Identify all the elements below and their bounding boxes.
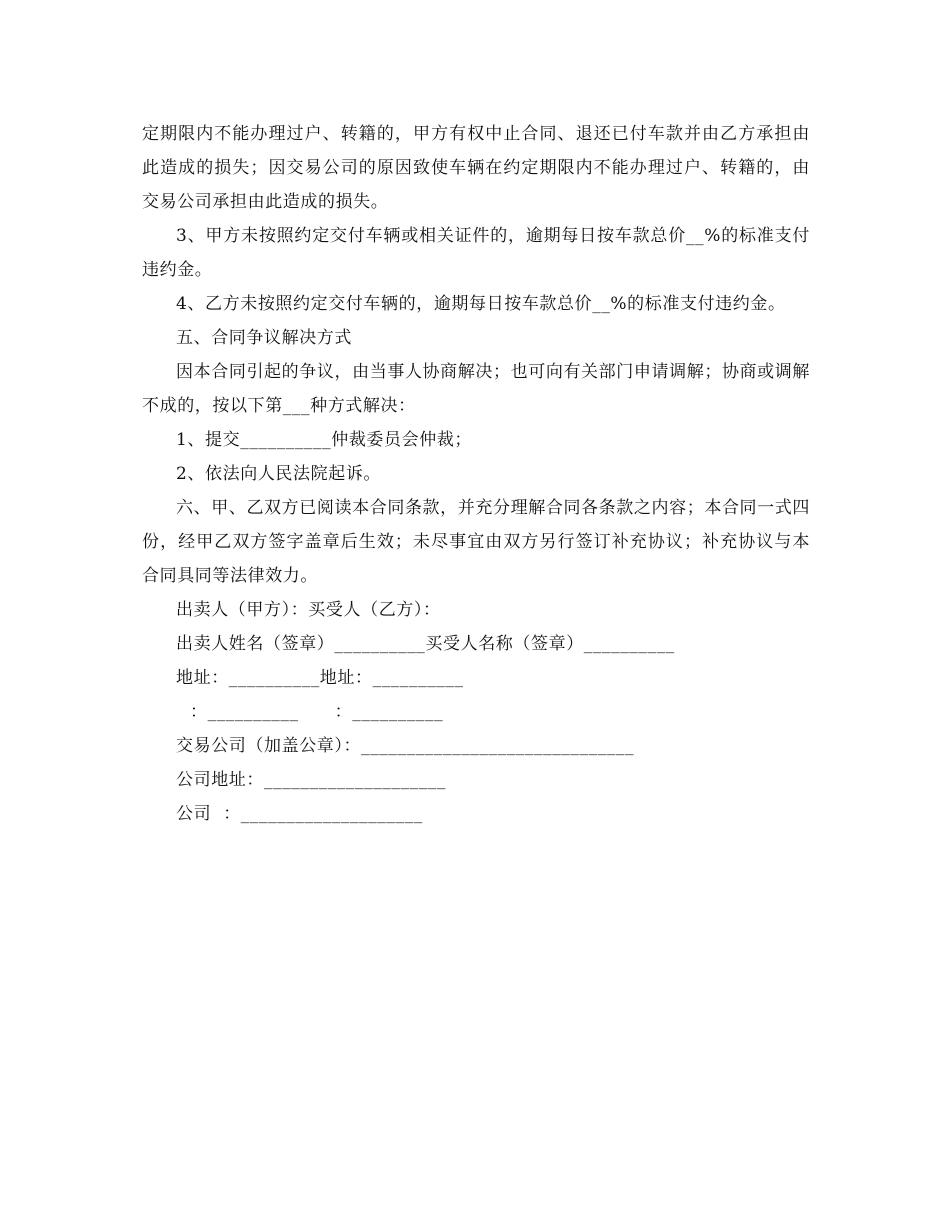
section-heading-dispute: 五、合同争议解决方式 [176, 328, 352, 348]
paragraph-option-arbitration: 1、提交__________仲裁委员会仲裁； [176, 430, 473, 450]
paragraph-clause-3: 3、甲方未按照约定交付车辆或相关证件的，逾期每日按车款总价__%的标准支付违约金。 [142, 226, 810, 280]
contract-body [142, 117, 810, 831]
paragraph-option-court: 2、依法向人民法院起诉。 [176, 464, 382, 484]
paragraph-transfer-clause: 定期限内不能办理过户、转籍的，甲方有权中止合同、退还已付车款并由乙方承担由此造成的损失；因交易公司的原因致使车辆在约定期限内不能办理过户、转籍的，由交易公司承担由此造成的损失。 [142, 124, 810, 212]
paragraph-dispute-resolution: 因本合同引起的争议，由当事人协商解决；也可向有关部门申请调解；协商或调解不成的，按以下第___种方式解决： [142, 362, 810, 416]
signature-blank-fields: ：__________ ：__________ [190, 702, 444, 722]
signature-company-seal: 交易公司（加盖公章）：______________________________ [176, 736, 635, 756]
signature-parties: 出卖人（甲方）：买受人（乙方）： [176, 600, 441, 620]
signature-address: 地址：__________地址：__________ [176, 668, 464, 688]
signature-company-other: 公司 ：____________________ [176, 804, 423, 824]
signature-company-address: 公司地址：____________________ [176, 770, 446, 790]
signature-names: 出卖人姓名（签章）__________买受人名称（签章）__________ [176, 634, 675, 654]
paragraph-section-6: 六、甲、乙双方已阅读本合同条款，并充分理解合同各条款之内容；本合同一式四份，经甲乙双方签字盖章后生效；未尽事宜由双方另行签订补充协议；补充协议与本合同具同等法律效力。 [142, 498, 810, 586]
paragraph-clause-4: 4、乙方未按照约定交付车辆的，逾期每日按车款总价__%的标准支付违约金。 [176, 294, 786, 314]
